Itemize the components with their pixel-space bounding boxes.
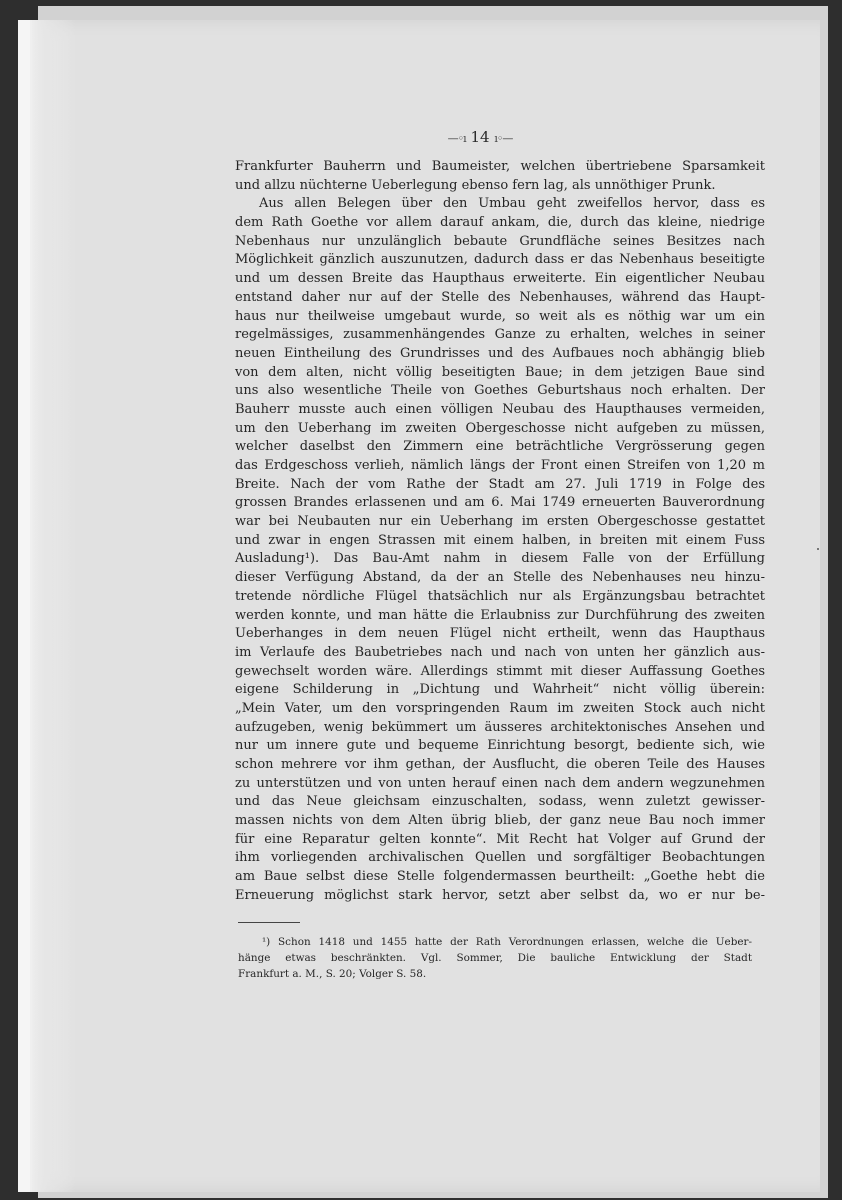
text-line: tretende nördliche Flügel thatsächlich nur als Ergänzungsbau betrachtet bbox=[235, 588, 765, 604]
text-line: um den Ueberhang im zweiten Obergeschosse nicht aufgeben zu müssen, bbox=[235, 420, 765, 436]
page-number: 14 bbox=[470, 128, 490, 146]
text-line: entstand daher nur auf der Stelle des Nebenhauses, während das Haupt- bbox=[235, 289, 765, 305]
text-line: Ueberhanges in dem neuen Flügel nicht ertheilt, wenn das Haupthaus bbox=[235, 626, 765, 642]
text-line: „Mein Vater, um den vorspringenden Raum im zweiten Stock auch nicht bbox=[235, 700, 765, 716]
body-text bbox=[235, 158, 765, 906]
text-line: und um dessen Breite das Haupthaus erweiterte. Ein eigentlicher Neubau bbox=[235, 271, 765, 287]
text-line: gewechselt worden wäre. Allerdings stimmt mit dieser Auffassung Goethes bbox=[235, 663, 765, 679]
text-line: werden konnte, und man hätte die Erlaubniss zur Durchführung des zweiten bbox=[235, 607, 765, 623]
text-line: uns also wesentliche Theile von Goethes Geburtshaus noch erhalten. Der bbox=[235, 383, 765, 399]
footnote-rule bbox=[238, 922, 300, 923]
text-line: war bei Neubauten nur ein Ueberhang im ersten Obergeschosse gestattet bbox=[235, 514, 765, 530]
text-line: dem Rath Goethe vor allem darauf ankam, die, durch das kleine, niedrige bbox=[235, 215, 765, 231]
page-header bbox=[200, 128, 760, 146]
text-line: grossen Brandes erlassenen und am 6. Mai 1749 erneuerten Bauverordnung bbox=[235, 495, 765, 511]
text-line: von dem alten, nicht völlig beseitigten Baue; in dem jetzigen Baue sind bbox=[235, 364, 765, 380]
text-line: massen nichts von dem Alten übrig blieb, der ganz neue Bau noch immer bbox=[235, 813, 765, 829]
text-line: neuen Eintheilung des Grundrisses und des Aufbaues noch abhängig blieb bbox=[235, 345, 765, 361]
text-line: am Baue selbst diese Stelle folgendermassen beurtheilt: „Goethe hebt die bbox=[235, 869, 765, 885]
text-line: Ausladung¹). Das Bau-Amt nahm in diesem Falle von der Erfüllung bbox=[235, 551, 765, 567]
footnote bbox=[238, 934, 752, 982]
margin-speck bbox=[817, 548, 819, 550]
text-line: Breite. Nach der vom Rathe der Stadt am 27. Juli 1719 in Folge des bbox=[235, 476, 765, 492]
text-line: welcher daselbst den Zimmern eine beträchtliche Vergrösserung gegen bbox=[235, 439, 765, 455]
text-line: und allzu nüchterne Ueberlegung ebenso fern lag, als unnöthiger Prunk. bbox=[235, 177, 716, 193]
ornament-right-icon: ı◦— bbox=[494, 132, 513, 145]
text-line: schon mehrere vor ihm gethan, der Ausflucht, die oberen Teile des Hauses bbox=[235, 757, 765, 772]
text-line: dieser Verfügung Abstand, da der an Stelle des Nebenhauses neu hinzu- bbox=[235, 570, 765, 586]
page-crease bbox=[30, 20, 76, 1192]
footnote-line: hänge etwas beschränkten. Vgl. Sommer, Die bauliche Entwicklung der Stadt bbox=[238, 952, 752, 964]
text-line: aufzugeben, wenig bekümmert um äusseres architektonisches Ansehen und bbox=[235, 719, 765, 735]
text-line: Aus allen Belegen über den Umbau geht zweifellos hervor, dass es bbox=[259, 196, 765, 212]
text-line: Möglichkeit gänzlich auszunutzen, dadurch dass er das Nebenhaus beseitigte bbox=[235, 252, 765, 268]
text-line: das Erdgeschoss verlieh, nämlich längs der Front einen Streifen von 1,20 m bbox=[235, 458, 765, 473]
text-line: eigene Schilderung in „Dichtung und Wahrheit“ nicht völlig überein: bbox=[235, 682, 765, 698]
text-line: und das Neue gleichsam einzuschalten, sodass, wenn zuletzt gewisser- bbox=[235, 794, 765, 810]
text-line: Frankfurter Bauherrn und Baumeister, welchen übertriebene Sparsamkeit bbox=[235, 159, 765, 174]
text-line: nur um innere gute und bequeme Einrichtung besorgt, bediente sich, wie bbox=[235, 738, 765, 754]
text-line: Erneuerung möglichst stark hervor, setzt aber selbst da, wo er nur be- bbox=[235, 887, 765, 903]
footnote-line: Frankfurt a. M., S. 20; Volger S. 58. bbox=[238, 968, 427, 980]
text-line: ihm vorliegenden archivalischen Quellen und sorgfältiger Beobachtungen bbox=[235, 850, 765, 866]
text-line: regelmässiges, zusammenhängendes Ganze zu erhalten, welches in seiner bbox=[235, 327, 765, 343]
text-line: haus nur theilweise umgebaut wurde, so weit als es nöthig war um ein bbox=[235, 308, 765, 324]
text-line: für eine Reparatur gelten konnte“. Mit Recht hat Volger auf Grund der bbox=[235, 831, 765, 847]
footnote-line: ¹) Schon 1418 und 1455 hatte der Rath Verordnungen erlassen, welche die Ueber- bbox=[262, 936, 752, 948]
text-line: zu unterstützen und von unten herauf einen nach dem andern wegzunehmen bbox=[235, 775, 765, 791]
text-line: Nebenhaus nur unzulänglich bebaute Grundfläche seines Besitzes nach bbox=[235, 233, 765, 249]
text-line: im Verlaufe des Baubetriebes nach und nach von unten her gänzlich aus- bbox=[235, 644, 765, 660]
text-line: Bauherr musste auch einen völligen Neubau des Haupthauses vermeiden, bbox=[235, 401, 765, 417]
text-line: und zwar in engen Strassen mit einem halben, in breiten mit einem Fuss bbox=[235, 532, 765, 548]
ornament-left-icon: —◦ı bbox=[447, 132, 466, 145]
